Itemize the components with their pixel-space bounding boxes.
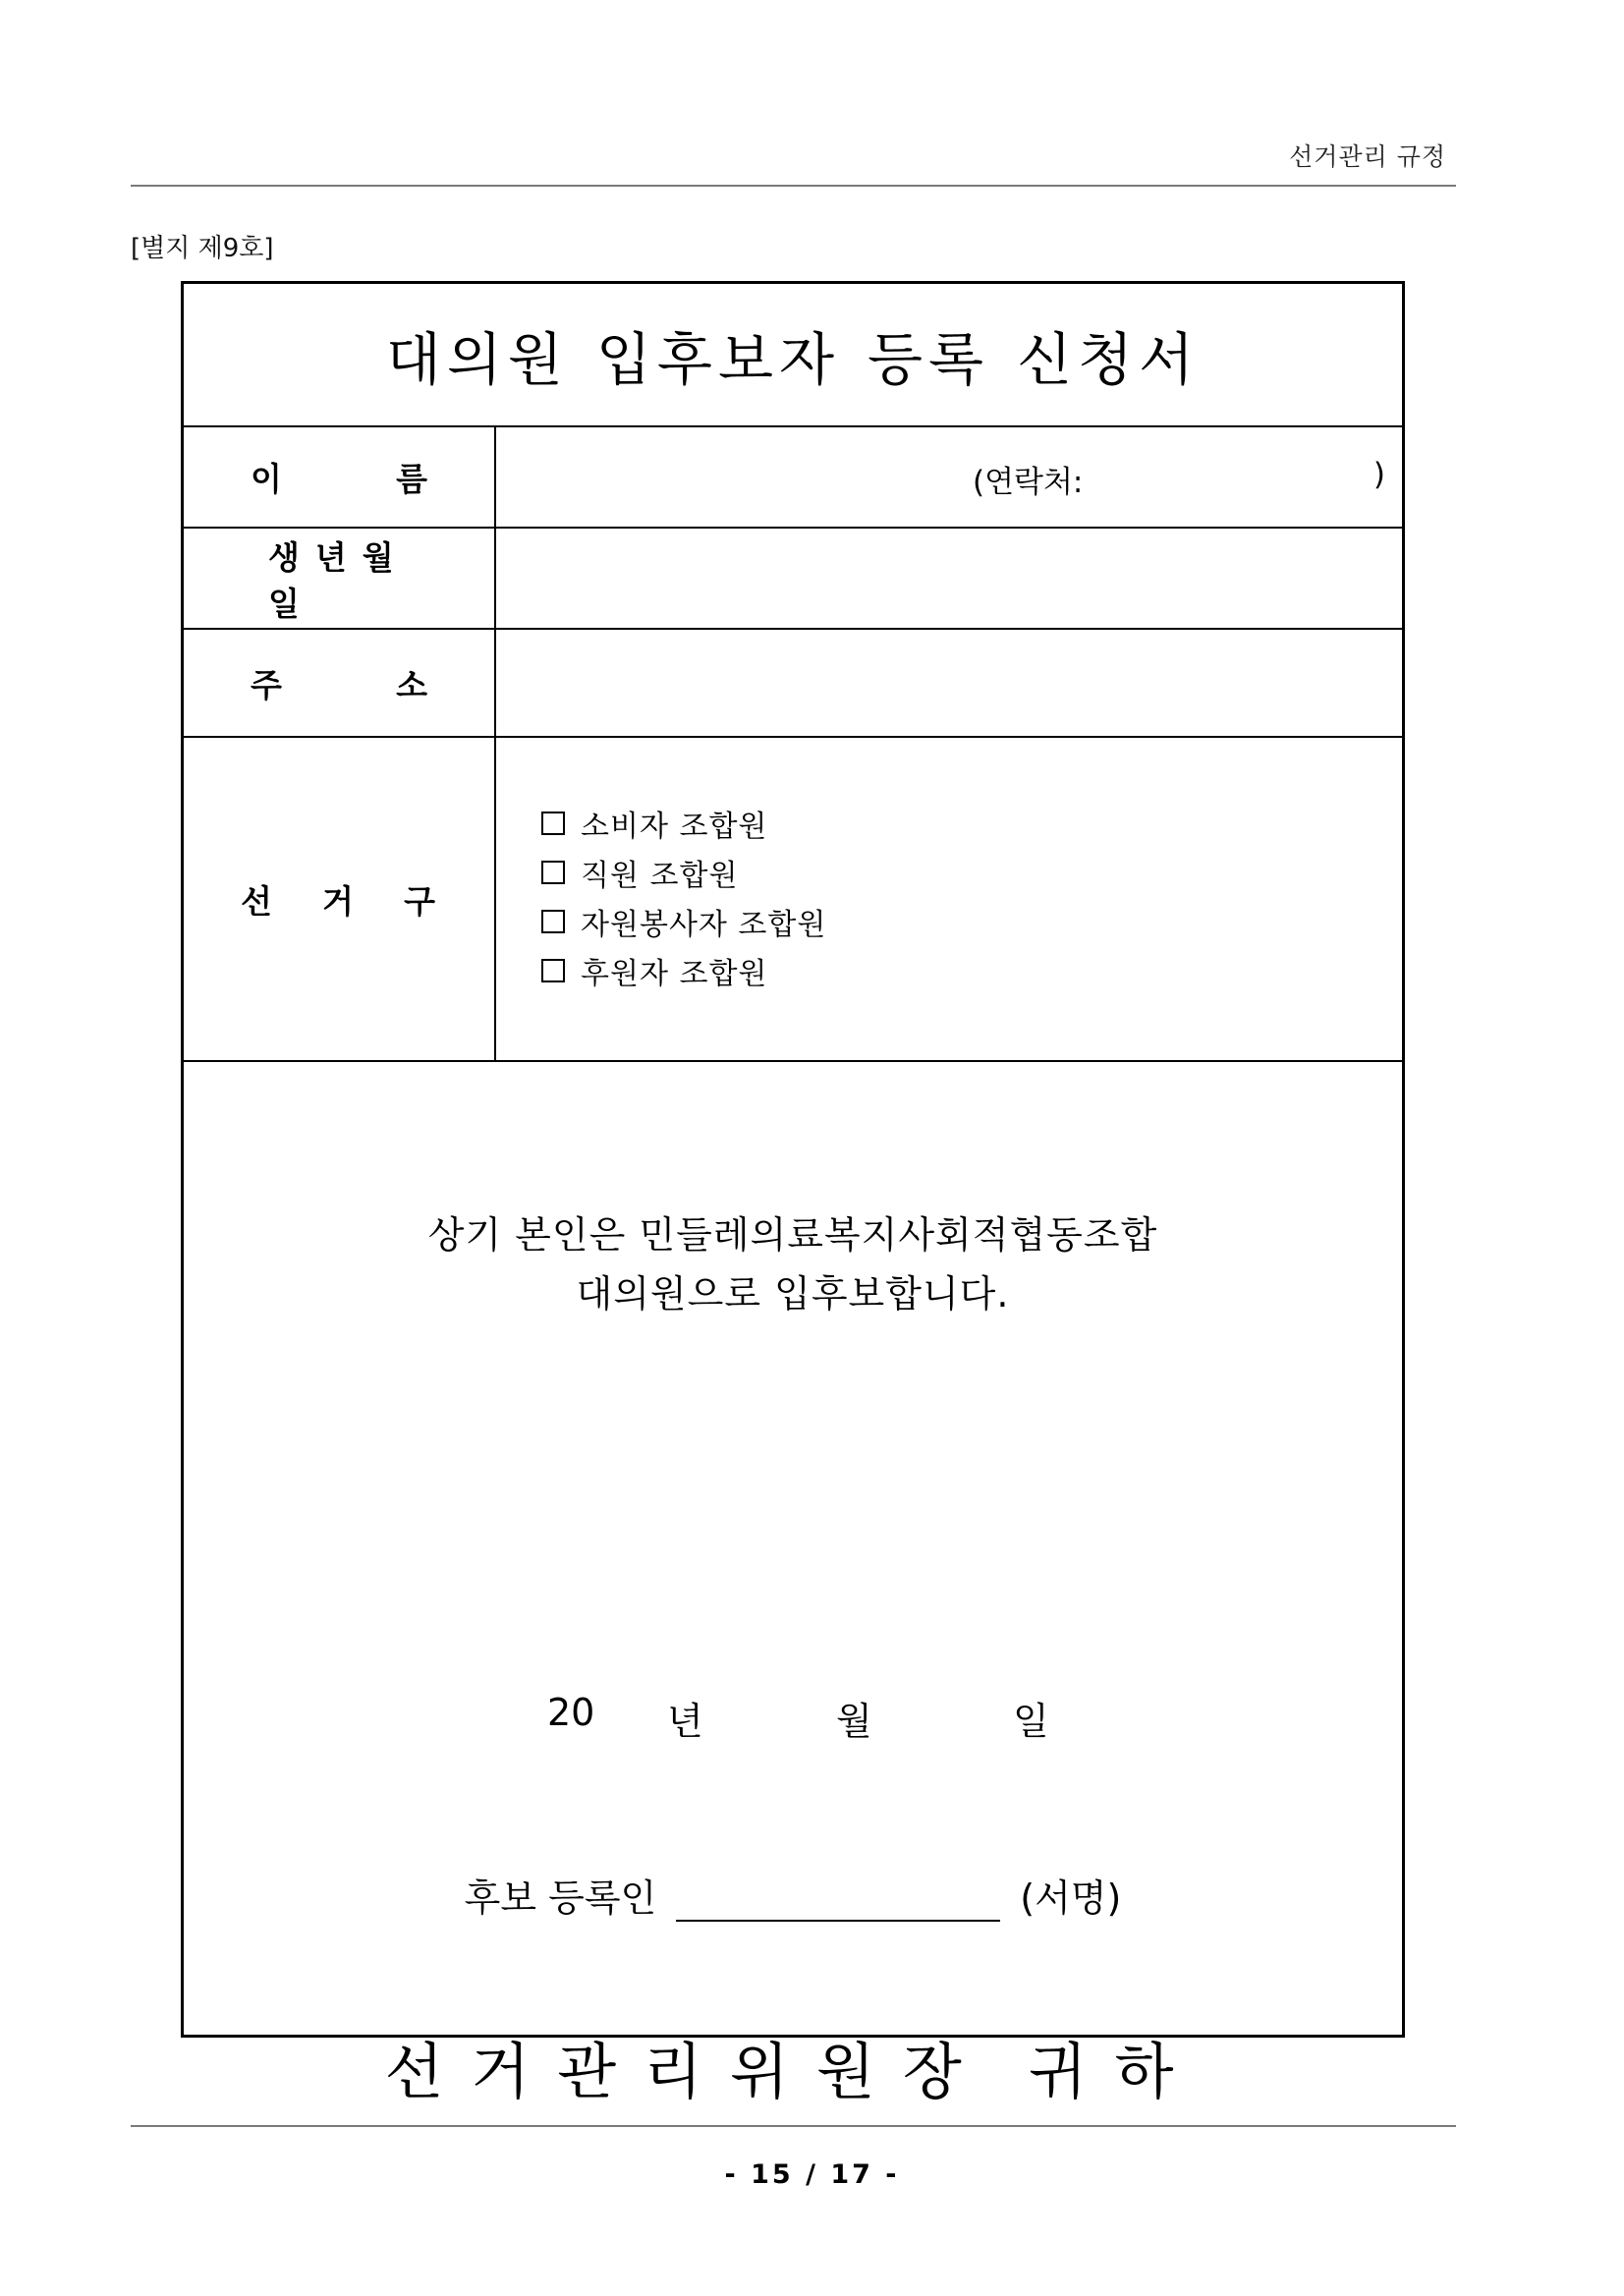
address-field[interactable] [496,630,1402,736]
birthdate-row [184,529,1402,630]
option-label: 자원봉사자 조합원 [581,908,827,942]
header-rule [131,185,1456,187]
date-year-prefix[interactable]: 20 [547,1691,595,1734]
signature-blank[interactable] [676,1884,1000,1922]
name-label [184,427,496,527]
district-label [184,738,496,1060]
option-label: 소비자 조합원 [581,810,768,844]
form-title [184,284,1402,427]
district-label-char: 구 [404,881,435,921]
addressee-honorific: 귀하 [1028,2036,1202,2107]
address-row [184,630,1402,738]
name-label-char: 이 [251,460,282,498]
signature-suffix: (서명) [1020,1876,1122,1920]
addressee [184,2023,1402,2110]
contact-field[interactable] [973,457,1385,501]
checkbox[interactable] [541,959,565,982]
footer-rule [131,2125,1456,2127]
district-row [184,738,1402,1062]
birthdate-field[interactable] [496,529,1402,628]
declaration-text [184,1205,1402,1323]
district-label-char: 선 [241,881,272,921]
district-checklist [541,799,826,995]
addressee-recipient: 선거관리위원장 [384,2036,989,2107]
district-option-staff[interactable] [541,848,826,897]
name-row [184,427,1402,529]
option-label: 직원 조합원 [581,859,739,893]
form-title-word: 등록 [868,326,990,393]
signature-line [184,1868,1402,1922]
district-option-volunteer[interactable] [541,897,826,946]
contact-suffix: ) [1372,457,1385,492]
page-number: - 15 / 17 - [724,2159,900,2190]
running-header: 선거관리 규정 [1289,142,1446,171]
name-field[interactable] [496,427,1402,527]
form-title-word: 입후보자 [595,326,841,393]
district-option-supporter[interactable] [541,946,826,995]
declaration-line: 상기 본인은 민들레의료복지사회적협동조합 [427,1213,1158,1257]
application-form [181,281,1405,2107]
form-title-word: 대의원 [385,326,569,393]
contact-prefix: (연락처: [973,465,1084,500]
signature-label: 후보 등록인 [464,1876,657,1920]
option-label: 후원자 조합원 [581,957,768,991]
address-label [184,630,496,736]
checkbox[interactable] [541,812,565,835]
form-title-word: 신청서 [1017,326,1201,393]
date-month-unit: 월 [836,1700,872,1743]
birthdate-label: 생년월일 [184,529,496,628]
name-label-char: 름 [396,460,427,498]
district-label-char: 거 [322,881,354,921]
district-options [496,738,1402,1060]
date-year-unit: 년 [667,1700,703,1743]
address-label-char: 소 [396,665,427,704]
address-label-char: 주 [251,665,282,704]
checkbox[interactable] [541,910,565,933]
declaration-line: 대의원으로 입후보합니다. [576,1272,1010,1316]
annex-label: [별지 제9호] [131,234,274,263]
district-option-consumer[interactable] [541,799,826,848]
checkbox[interactable] [541,861,565,884]
date-day-unit: 일 [1013,1700,1049,1743]
